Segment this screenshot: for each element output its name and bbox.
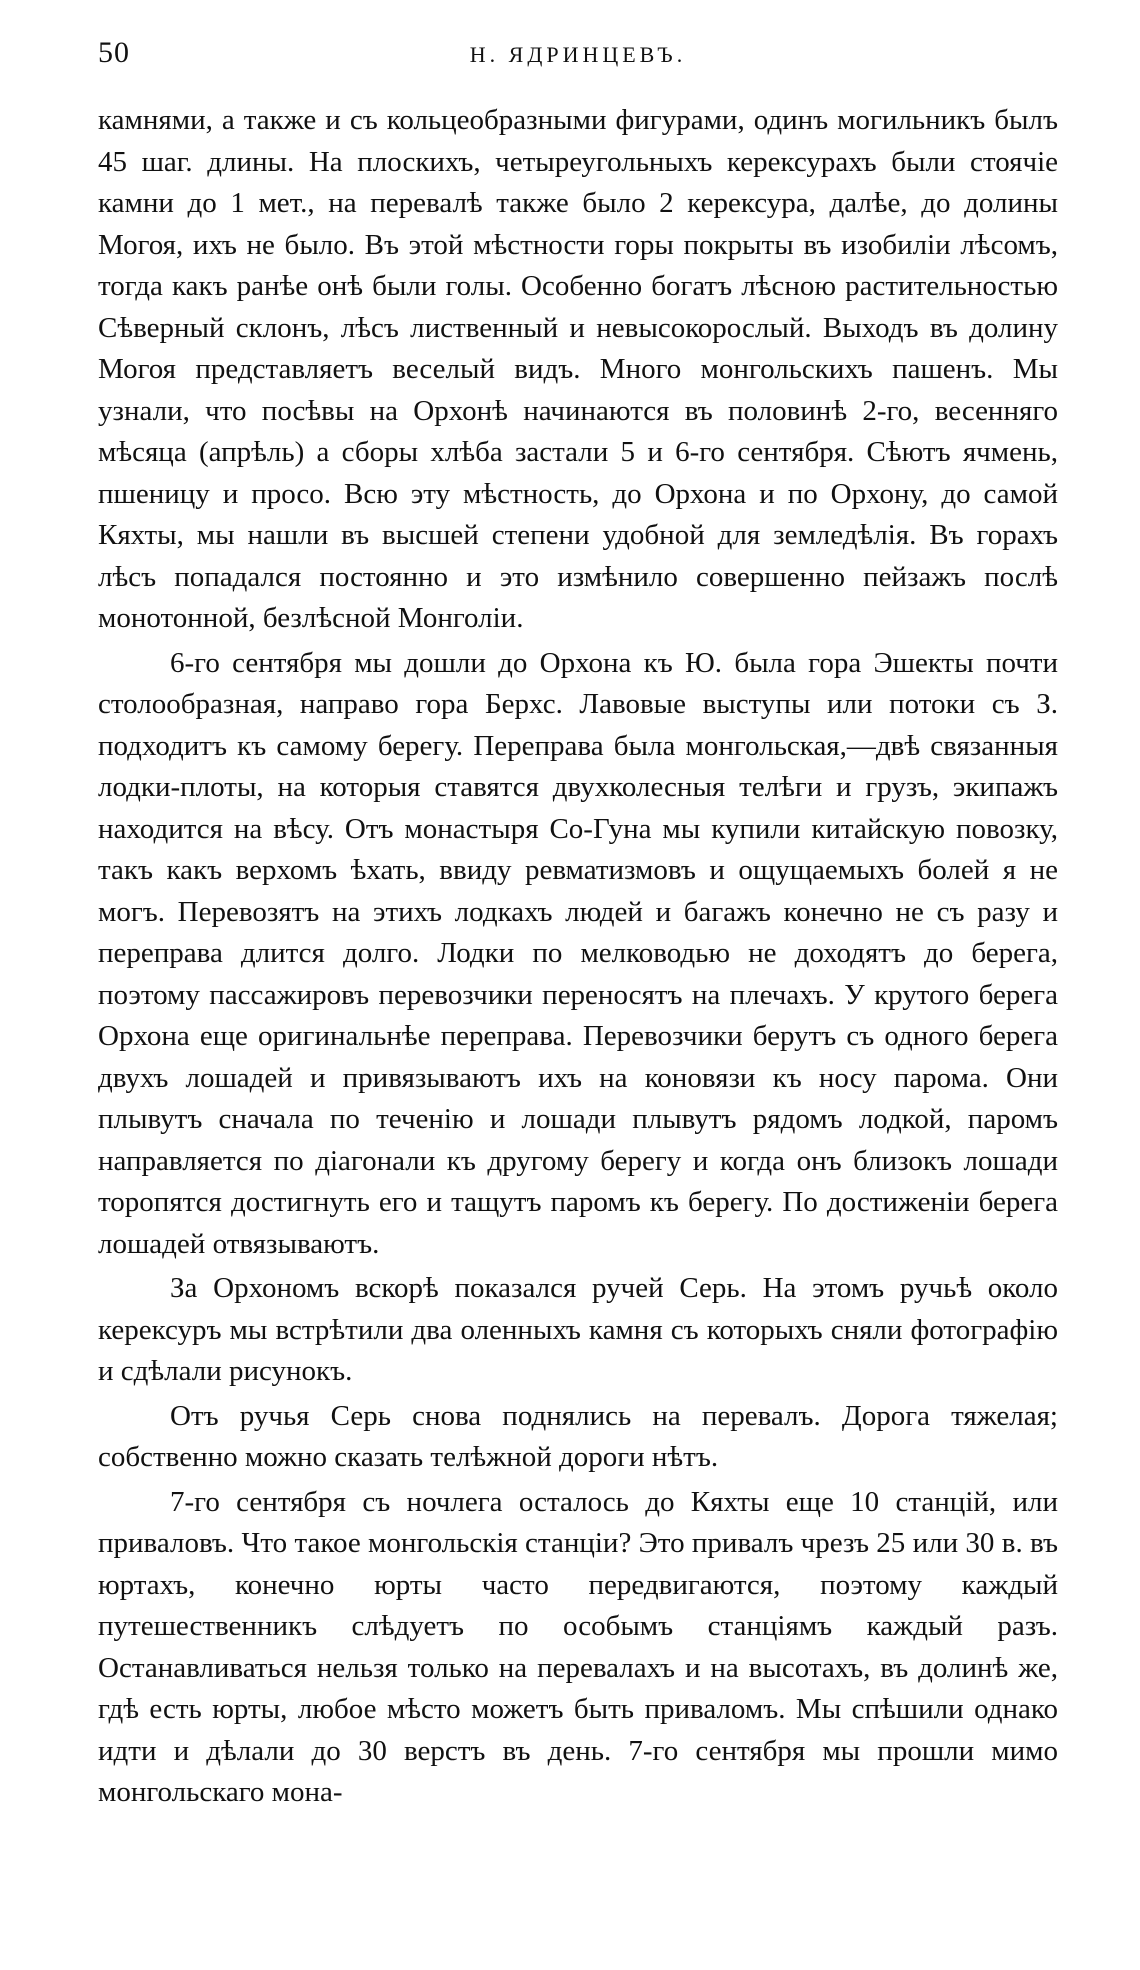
- page-number: 50: [98, 36, 130, 69]
- paragraph-orkhon-crossing: 6-го сентября мы дошли до Орхона къ Ю. была гора Эшекты почти столообразная, направо гора Берхс. Лавовые выступы или потоки съ З. подходитъ къ самому берегу. Переправа была монгольская,—двѣ связанныя лодки-плоты, на которыя ставятся двухколесныя телѣги и грузъ, экипажъ находится на вѣсу. Отъ монастыря Со-Гуна мы купили китайскую повозку, такъ какъ верхомъ ѣхать, ввиду ревматизмовъ и ощущаемыхъ болей я не могъ. Перевозятъ на этихъ лодкахъ людей и багажъ конечно не съ разу и переправа длится долго. Лодки по мелководью не доходятъ до берега, поэтому пассажировъ перевозчики переносятъ на плечахъ. У крутого берега Орхона еще оригинальнѣе переправа. Перевозчики берутъ съ одного берега двухъ лошадей и привязываютъ ихъ на коновязи къ носу парома. Они плывутъ сначала по теченію и лошади плывутъ рядомъ лодкой, паромъ направляется по діагонали къ другому берегу и когда онъ близокъ лошади торопятся достигнуть его и тащутъ паромъ къ берегу. По достиженіи берега лошадей отвязываютъ.: [98, 646, 1058, 1260]
- paragraph-pass: Отъ ручья Серь снова поднялись на перевалъ. Дорога тяжелая; собственно можно сказать телѣжной дороги нѣтъ.: [98, 1399, 1058, 1473]
- paragraph-stations: 7-го сентября съ ночлега осталось до Кяхты еще 10 станцій, или приваловъ. Что такое монгольскія станціи? Это привалъ чрезъ 25 или 30 в. въ юртахъ, конечно юрты часто передвигаются, поэтому каждый путешественникъ слѣдуетъ по особымъ станціямъ каждый разъ. Останавливаться нельзя только на перевалахъ и на высотахъ, въ долинѣ же, гдѣ есть юрты, любое мѣсто можетъ быть приваломъ. Мы спѣшили однако идти и дѣлали до 30 верстъ въ день. 7-го сентября мы прошли мимо монгольскаго мона-: [98, 1485, 1058, 1808]
- paragraph-continued: камнями, а также и съ кольцеобразными фигурами, одинъ могильникъ былъ 45 шаг. длины. На плоскихъ, четыреугольныхъ керексурахъ были стоячіе камни до 1 мет., на перевалѣ также было 2 керексура, далѣе, до долины Могоя, ихъ не было. Въ этой мѣстности горы покрыты въ изобиліи лѣсомъ, тогда какъ ранѣе онѣ были голы. Особенно богатъ лѣсною растительностью Сѣверный склонъ, лѣсъ лиственный и невысокорослый. Выходъ въ долину Могоя представляетъ веселый видъ. Много монгольскихъ пашенъ. Мы узнали, что посѣвы на Орхонѣ начинаются въ половинѣ 2-го, весенняго мѣсяца (апрѣль) а сборы хлѣба застали 5 и 6-го сентября. Сѣютъ ячмень, пшеницу и просо. Всю эту мѣстность, до Орхона и по Орхону, до самой Кяхты, мы нашли въ высшей степени удобной для земледѣлія. Въ горахъ лѣсъ попадался постоянно и это измѣнило совершенно пейзажъ послѣ монотонной, безлѣсной Монголіи.: [98, 104, 1058, 634]
- body-text: [98, 100, 1058, 1817]
- running-head: Н. ЯДРИНЦЕВЪ.: [469, 42, 687, 67]
- paragraph-ser-stream: За Орхономъ вскорѣ показался ручей Серь. На этомъ ручьѣ около керексуръ мы встрѣтили два оленныхъ камня съ которыхъ сняли фотографію и сдѣлали рисунокъ.: [98, 1272, 1058, 1387]
- page-header: [98, 36, 1058, 76]
